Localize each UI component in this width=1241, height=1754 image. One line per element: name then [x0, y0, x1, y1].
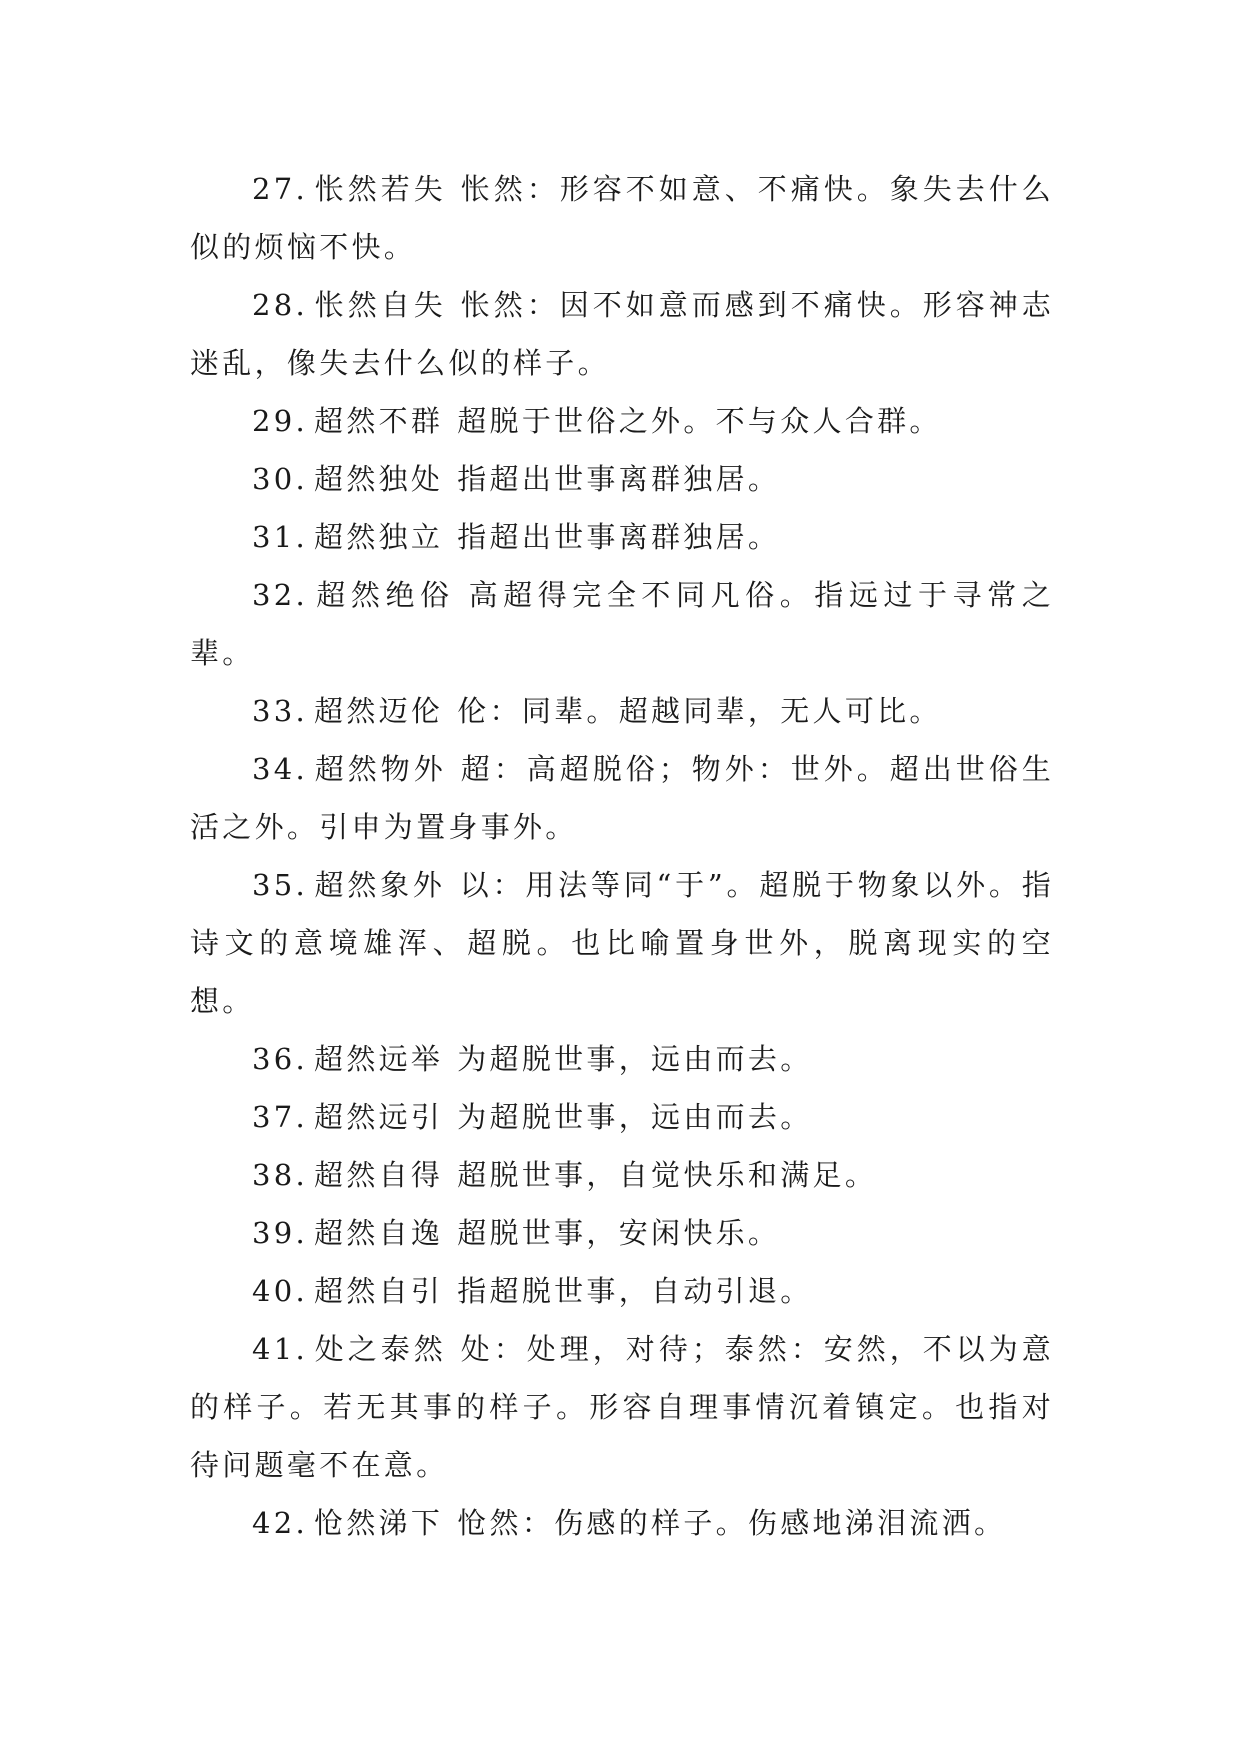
idiom-definition: 指超出世事离群独居。: [457, 462, 781, 496]
idiom-entry-31: [190, 508, 1054, 566]
entry-number: 36.: [252, 1042, 309, 1076]
idiom-entry-41: [190, 1320, 1054, 1494]
entry-number: 33.: [252, 694, 309, 728]
idiom-term: 超然不群: [314, 404, 444, 438]
entry-number: 34.: [252, 752, 309, 786]
idiom-definition: 超脱世事，自觉快乐和满足。: [457, 1158, 878, 1192]
idiom-entry-35: [190, 856, 1054, 1030]
entry-number: 37.: [252, 1100, 309, 1134]
entry-number: 38.: [252, 1158, 309, 1192]
idiom-term: 怅然若失: [314, 172, 447, 206]
idiom-term: 超然远引: [314, 1100, 444, 1134]
idiom-term: 超然独立: [314, 520, 444, 554]
idiom-term: 超然自逸: [314, 1216, 444, 1250]
idiom-entry-40: [190, 1262, 1054, 1320]
idiom-term: 怅然自失: [314, 288, 447, 322]
entry-number: 40.: [252, 1274, 309, 1308]
idiom-entry-38: [190, 1146, 1054, 1204]
idiom-term: 怆然涕下: [314, 1506, 444, 1540]
idiom-definition: 伦：同辈。超越同辈，无人可比。: [457, 694, 942, 728]
idiom-entry-42: [190, 1494, 1054, 1552]
entry-number: 30.: [252, 462, 309, 496]
idiom-term: 超然绝俗: [314, 578, 455, 612]
entry-number: 32.: [252, 578, 309, 612]
idiom-term: 超然迈伦: [314, 694, 444, 728]
idiom-term: 超然独处: [314, 462, 444, 496]
idiom-entry-28: [190, 276, 1054, 392]
idiom-definition: 处：处理，对待；泰然：安然，不以为意的样子。若无其事的样子。形容自理事情沉着镇定。也指对待问题毫不在意。: [190, 1332, 1055, 1482]
idiom-list: [190, 160, 1054, 1552]
entry-number: 39.: [252, 1216, 309, 1250]
idiom-entry-33: [190, 682, 1054, 740]
entry-number: 28.: [252, 288, 309, 322]
entry-number: 31.: [252, 520, 309, 554]
entry-number: 42.: [252, 1506, 309, 1540]
idiom-entry-29: [190, 392, 1054, 450]
idiom-entry-36: [190, 1030, 1054, 1088]
idiom-definition: 超脱世事，安闲快乐。: [457, 1216, 781, 1250]
idiom-definition: 怅然：因不如意而感到不痛快。形容神志迷乱，像失去什么似的样子。: [190, 288, 1055, 380]
idiom-definition: 超：高超脱俗；物外：世外。超出世俗生活之外。引申为置身事外。: [190, 752, 1055, 844]
idiom-definition: 指超脱世事，自动引退。: [457, 1274, 813, 1308]
idiom-entry-37: [190, 1088, 1054, 1146]
idiom-entry-32: [190, 566, 1054, 682]
idiom-entry-27: [190, 160, 1054, 276]
idiom-term: 超然远举: [314, 1042, 444, 1076]
idiom-entry-34: [190, 740, 1054, 856]
idiom-definition: 怆然：伤感的样子。伤感地涕泪流洒。: [457, 1506, 1007, 1540]
idiom-entry-30: [190, 450, 1054, 508]
idiom-entry-39: [190, 1204, 1054, 1262]
idiom-definition: 以：用法等同“于”。超脱于物象以外。指诗文的意境雄浑、超脱。也比喻置身世外，脱离现实的空想。: [190, 868, 1054, 1018]
idiom-definition: 高超得完全不同凡俗。指远过于寻常之辈。: [190, 578, 1054, 670]
idiom-definition: 为超脱世事，远由而去。: [457, 1042, 813, 1076]
entry-number: 27.: [252, 172, 309, 206]
idiom-definition: 超脱于世俗之外。不与众人合群。: [457, 404, 942, 438]
idiom-term: 超然自引: [314, 1274, 444, 1308]
idiom-definition: 指超出世事离群独居。: [457, 520, 781, 554]
idiom-term: 超然象外: [314, 868, 446, 902]
idiom-term: 处之泰然: [314, 1332, 447, 1366]
idiom-term: 超然自得: [314, 1158, 444, 1192]
idiom-definition: 为超脱世事，远由而去。: [457, 1100, 813, 1134]
idiom-term: 超然物外: [314, 752, 447, 786]
entry-number: 35.: [252, 868, 309, 902]
entry-number: 41.: [252, 1332, 309, 1366]
entry-number: 29.: [252, 404, 309, 438]
idiom-definition: 怅然：形容不如意、不痛快。象失去什么似的烦恼不快。: [190, 172, 1055, 264]
